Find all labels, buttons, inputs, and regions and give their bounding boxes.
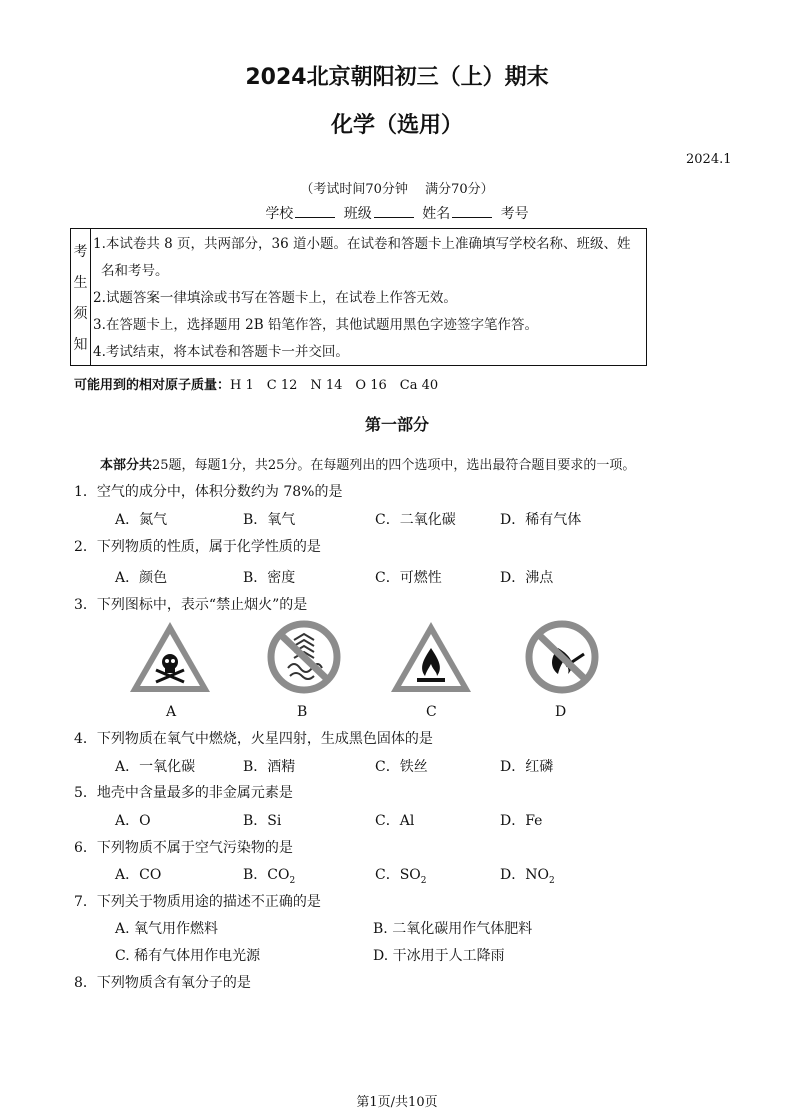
field-name-blank[interactable] xyxy=(452,205,492,218)
no-fireworks-icon[interactable] xyxy=(262,618,346,696)
atomic-mass-line xyxy=(74,374,438,393)
notice-item: 2.试题答案一律填涂或书写在答题卡上，在试卷上作答无效。 xyxy=(93,290,457,306)
question-stem: 2．下列物质的性质，属于化学性质的是 xyxy=(74,539,321,555)
option-d[interactable]: D．红磷 xyxy=(500,759,554,775)
page-footer: 第1页/共10页 xyxy=(356,1095,438,1110)
atomic-mass-values: H 1 C 12 N 14 O 16 Ca 40 xyxy=(230,378,439,393)
figure-label-d: D xyxy=(555,704,567,720)
toxic-warning-icon[interactable] xyxy=(128,618,212,696)
option-text: A．CO xyxy=(115,867,162,883)
option-b[interactable]: B．Si xyxy=(243,813,282,829)
notice-head-char: 知 xyxy=(73,336,88,353)
question-stem: 5．地壳中含量最多的非金属元素是 xyxy=(74,785,293,801)
option-b[interactable]: B. 二氧化碳用作气体肥料 xyxy=(373,921,533,937)
figure-label-c: C xyxy=(426,704,437,720)
notice-item: 1.本试卷共 8 页，共两部分，36 道小题。在试卷和答题卡上准确填写学校名称、班级、姓 xyxy=(93,236,631,252)
no-open-flame-icon[interactable] xyxy=(520,618,604,696)
question-stem: 3．下列图标中，表示“禁止烟火”的是 xyxy=(74,597,308,613)
option-d[interactable]: D．Fe xyxy=(500,813,543,829)
question-stem: 4．下列物质在氧气中燃烧，火星四射，生成黑色固体的是 xyxy=(74,731,433,747)
option-a[interactable] xyxy=(115,864,161,884)
option-b[interactable]: B．氧气 xyxy=(243,512,296,528)
option-text: B．CO xyxy=(243,867,290,883)
field-id-label: 考号 xyxy=(500,206,529,222)
option-c[interactable] xyxy=(375,864,427,886)
question-stem: 6．下列物质不属于空气污染物的是 xyxy=(74,840,293,856)
figure-label-a: A xyxy=(166,704,177,720)
option-b[interactable] xyxy=(243,864,295,886)
flammable-warning-icon[interactable] xyxy=(389,618,473,696)
notice-item: 3.在答题卡上，选择题用 2B 铅笔作答，其他试题用黑色字迹签字笔作答。 xyxy=(93,317,538,333)
field-school-label: 学校 xyxy=(265,206,294,222)
question-stem: 1．空气的成分中，体积分数约为 78%的是 xyxy=(74,484,343,500)
option-d[interactable]: D．沸点 xyxy=(500,570,554,586)
intro-text: 本部分共 xyxy=(100,458,153,473)
exam-notice-box xyxy=(70,228,647,366)
intro-text: 25题，每题 xyxy=(152,458,221,473)
option-a[interactable]: A．颜色 xyxy=(115,570,168,586)
field-name-label: 姓名 xyxy=(422,206,451,222)
field-school-blank[interactable] xyxy=(295,205,335,218)
option-c[interactable]: C. 稀有气体用作电光源 xyxy=(115,948,261,964)
notice-heading xyxy=(71,229,91,365)
student-info-fields xyxy=(0,203,794,223)
option-c[interactable]: C．可燃性 xyxy=(375,570,442,586)
option-c[interactable]: C．Al xyxy=(375,813,415,829)
option-b[interactable]: B．酒精 xyxy=(243,759,296,775)
option-c[interactable]: C．铁丝 xyxy=(375,759,428,775)
option-text: D．NO xyxy=(500,867,549,883)
atomic-mass-label: 可能用到的相对原子质量： xyxy=(74,378,231,393)
option-c[interactable]: C．二氧化碳 xyxy=(375,512,456,528)
subscript: 2 xyxy=(289,875,296,886)
figure-label-b: B xyxy=(297,704,308,720)
notice-head-char: 考 xyxy=(73,243,88,260)
part-intro xyxy=(100,454,635,473)
exam-subject: 化学（选用） xyxy=(330,113,463,138)
exam-title: 2024北京朝阳初三（上）期末 xyxy=(245,65,549,90)
option-d[interactable]: D．稀有气体 xyxy=(500,512,582,528)
option-d[interactable] xyxy=(500,864,555,886)
question-stem: 8．下列物质含有氧分子的是 xyxy=(74,975,251,991)
question-stem: 7．下列关于物质用途的描述不正确的是 xyxy=(74,894,321,910)
option-b[interactable]: B．密度 xyxy=(243,570,296,586)
option-a[interactable]: A. 氧气用作燃料 xyxy=(115,921,219,937)
subscript: 2 xyxy=(548,875,555,886)
subscript: 2 xyxy=(420,875,427,886)
exam-date: 2024.1 xyxy=(686,152,732,167)
option-a[interactable]: A．氮气 xyxy=(115,512,168,528)
notice-items xyxy=(93,231,644,366)
field-class-label: 班级 xyxy=(343,206,372,222)
option-d[interactable]: D. 干冰用于人工降雨 xyxy=(373,948,505,964)
intro-text: 1分，共 xyxy=(220,458,268,473)
part-title: 第一部分 xyxy=(364,415,429,434)
notice-item: 4.考试结束，将本试卷和答题卡一并交回。 xyxy=(93,344,349,360)
intro-text: 25分。在每题列出的四个选项中，选出最符合题目要求的一项。 xyxy=(267,458,636,473)
notice-item: 名和考号。 xyxy=(101,263,169,279)
option-a[interactable]: A．一氧化碳 xyxy=(115,759,196,775)
notice-head-char: 生 xyxy=(73,274,88,291)
option-a[interactable]: A．O xyxy=(115,813,151,829)
notice-head-char: 须 xyxy=(73,305,88,322)
option-text: C．SO xyxy=(375,867,421,883)
exam-time-info: （考试时间70分钟 满分70分） xyxy=(300,182,494,197)
field-class-blank[interactable] xyxy=(374,205,414,218)
